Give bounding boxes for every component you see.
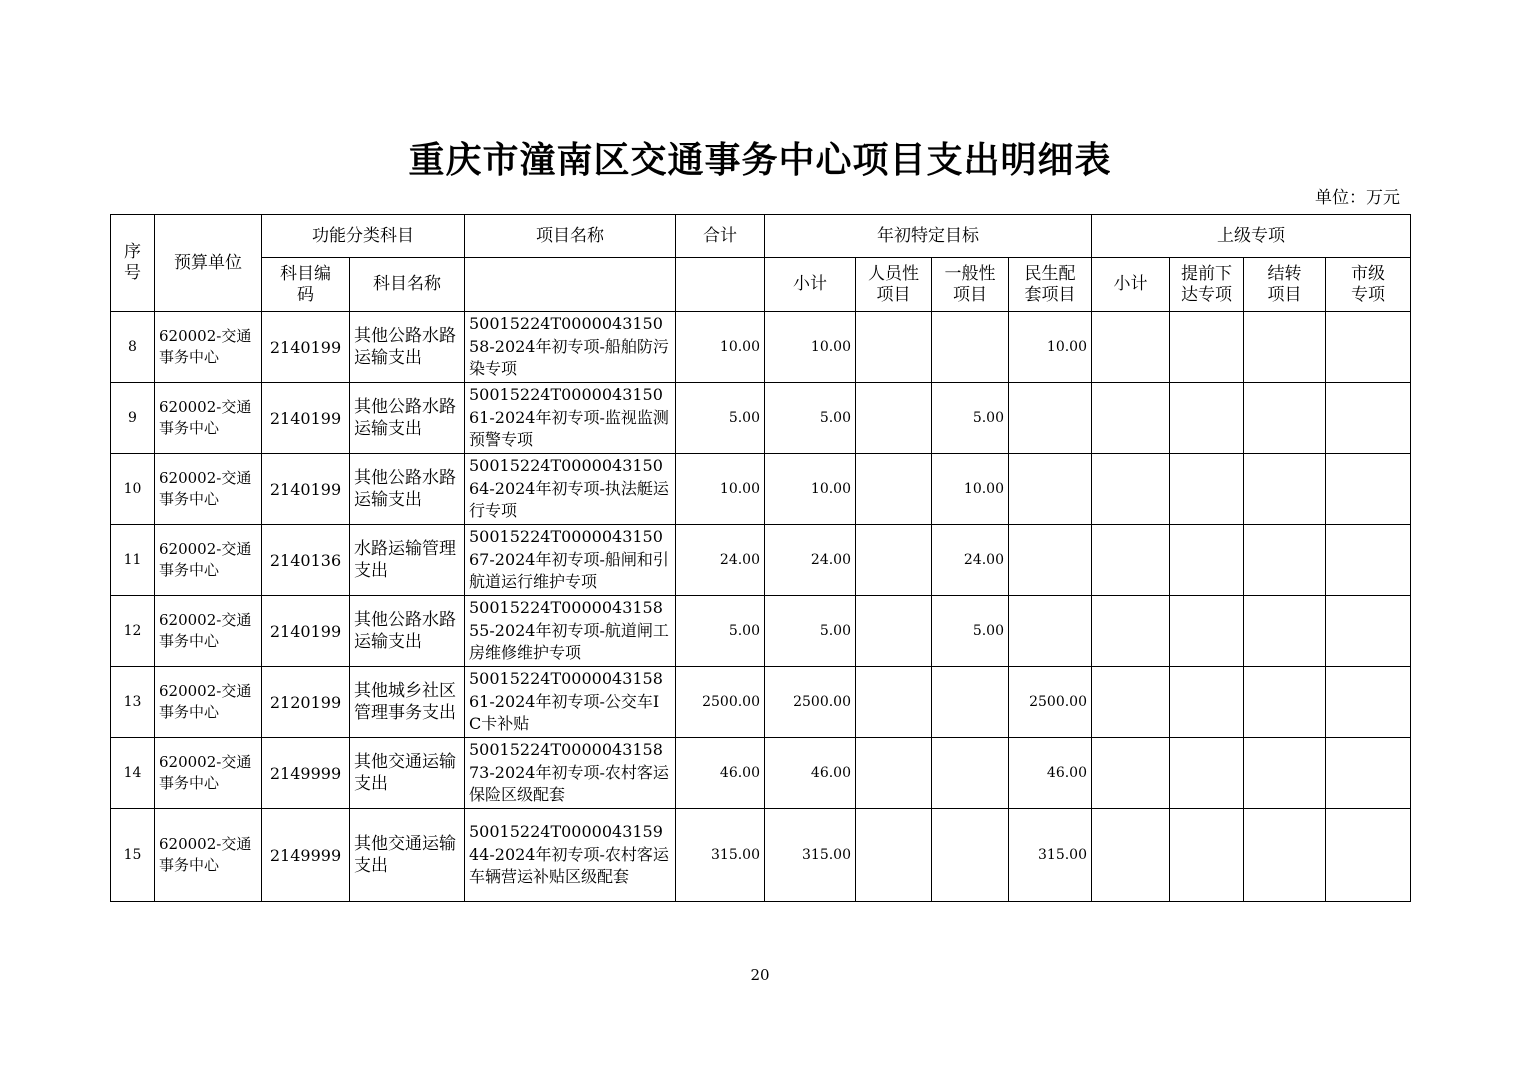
cell-project-name: 50015224T000004315058-2024年初专项-船舶防污染专项 <box>465 312 676 383</box>
cell-target-subtotal: 5.00 <box>765 596 856 667</box>
cell-advance <box>1170 454 1244 525</box>
cell-target-subtotal: 10.00 <box>765 312 856 383</box>
header-target-group: 年初特定目标 <box>765 215 1092 258</box>
header-total: 合计 <box>676 215 765 258</box>
cell-subject-name: 其他交通运输支出 <box>350 738 465 809</box>
cell-livelihood: 10.00 <box>1009 312 1092 383</box>
cell-general <box>932 312 1009 383</box>
table-row <box>111 667 1411 738</box>
cell-subject-name: 其他公路水路运输支出 <box>350 596 465 667</box>
cell-subject-code: 2149999 <box>262 738 350 809</box>
cell-budget-unit: 620002-交通事务中心 <box>155 738 262 809</box>
cell-general <box>932 667 1009 738</box>
header-general: 一般性项目 <box>932 258 1009 312</box>
cell-project-name: 50015224T000004315067-2024年初专项-船闸和引航道运行维护专项 <box>465 525 676 596</box>
cell-city <box>1326 596 1411 667</box>
cell-target-subtotal: 2500.00 <box>765 667 856 738</box>
cell-advance <box>1170 809 1244 902</box>
cell-upper-subtotal <box>1092 738 1170 809</box>
table-row <box>111 809 1411 902</box>
cell-target-subtotal: 46.00 <box>765 738 856 809</box>
cell-total: 2500.00 <box>676 667 765 738</box>
header-project-name-sub <box>465 258 676 312</box>
cell-target-subtotal: 10.00 <box>765 454 856 525</box>
header-city: 市级专项 <box>1326 258 1411 312</box>
header-seq: 序号 <box>111 215 155 312</box>
cell-upper-subtotal <box>1092 525 1170 596</box>
cell-upper-subtotal <box>1092 312 1170 383</box>
cell-total: 5.00 <box>676 596 765 667</box>
cell-city <box>1326 809 1411 902</box>
cell-advance <box>1170 667 1244 738</box>
cell-total: 10.00 <box>676 454 765 525</box>
cell-upper-subtotal <box>1092 809 1170 902</box>
cell-personnel <box>856 667 932 738</box>
cell-budget-unit: 620002-交通事务中心 <box>155 454 262 525</box>
cell-livelihood: 315.00 <box>1009 809 1092 902</box>
cell-carryover <box>1244 312 1326 383</box>
cell-carryover <box>1244 809 1326 902</box>
cell-personnel <box>856 738 932 809</box>
cell-carryover <box>1244 454 1326 525</box>
cell-livelihood <box>1009 383 1092 454</box>
cell-city <box>1326 738 1411 809</box>
cell-livelihood <box>1009 525 1092 596</box>
header-personnel: 人员性项目 <box>856 258 932 312</box>
header-row-2 <box>111 258 1411 312</box>
header-upper-subtotal: 小计 <box>1092 258 1170 312</box>
cell-personnel <box>856 596 932 667</box>
cell-upper-subtotal <box>1092 383 1170 454</box>
header-row-1 <box>111 215 1411 258</box>
cell-advance <box>1170 738 1244 809</box>
cell-city <box>1326 312 1411 383</box>
header-carryover: 结转项目 <box>1244 258 1326 312</box>
cell-project-name: 50015224T000004315861-2024年初专项-公交车IC卡补贴 <box>465 667 676 738</box>
header-livelihood: 民生配套项目 <box>1009 258 1092 312</box>
cell-general: 10.00 <box>932 454 1009 525</box>
cell-total: 315.00 <box>676 809 765 902</box>
page-number: 20 <box>750 966 770 984</box>
table-row <box>111 738 1411 809</box>
cell-city <box>1326 525 1411 596</box>
cell-carryover <box>1244 667 1326 738</box>
cell-subject-code: 2120199 <box>262 667 350 738</box>
cell-city <box>1326 454 1411 525</box>
cell-budget-unit: 620002-交通事务中心 <box>155 596 262 667</box>
cell-budget-unit: 620002-交通事务中心 <box>155 525 262 596</box>
cell-budget-unit: 620002-交通事务中心 <box>155 809 262 902</box>
cell-livelihood: 46.00 <box>1009 738 1092 809</box>
header-project-name: 项目名称 <box>465 215 676 258</box>
header-advance: 提前下达专项 <box>1170 258 1244 312</box>
cell-total: 5.00 <box>676 383 765 454</box>
table-row <box>111 454 1411 525</box>
cell-subject-code: 2140199 <box>262 454 350 525</box>
cell-personnel <box>856 312 932 383</box>
cell-subject-name: 其他城乡社区管理事务支出 <box>350 667 465 738</box>
cell-livelihood: 2500.00 <box>1009 667 1092 738</box>
cell-personnel <box>856 383 932 454</box>
cell-subject-name: 其他交通运输支出 <box>350 809 465 902</box>
page-title: 重庆市潼南区交通事务中心项目支出明细表 <box>408 139 1112 181</box>
cell-seq: 14 <box>111 738 155 809</box>
cell-project-name: 50015224T000004315944-2024年初专项-农村客运车辆营运补贴区级配套 <box>465 809 676 902</box>
header-subject-code: 科目编码 <box>262 258 350 312</box>
cell-total: 24.00 <box>676 525 765 596</box>
cell-seq: 10 <box>111 454 155 525</box>
cell-city <box>1326 383 1411 454</box>
cell-budget-unit: 620002-交通事务中心 <box>155 312 262 383</box>
cell-subject-code: 2140199 <box>262 596 350 667</box>
cell-subject-name: 水路运输管理支出 <box>350 525 465 596</box>
cell-upper-subtotal <box>1092 667 1170 738</box>
cell-general: 24.00 <box>932 525 1009 596</box>
table-row <box>111 383 1411 454</box>
cell-carryover <box>1244 738 1326 809</box>
cell-budget-unit: 620002-交通事务中心 <box>155 667 262 738</box>
cell-general <box>932 738 1009 809</box>
cell-subject-name: 其他公路水路运输支出 <box>350 454 465 525</box>
header-upper-group: 上级专项 <box>1092 215 1411 258</box>
table-row <box>111 596 1411 667</box>
cell-personnel <box>856 454 932 525</box>
cell-upper-subtotal <box>1092 454 1170 525</box>
header-subject-name: 科目名称 <box>350 258 465 312</box>
expenditure-table <box>110 214 1411 902</box>
table-row <box>111 525 1411 596</box>
cell-carryover <box>1244 596 1326 667</box>
cell-carryover <box>1244 525 1326 596</box>
cell-subject-name: 其他公路水路运输支出 <box>350 383 465 454</box>
cell-seq: 13 <box>111 667 155 738</box>
cell-general: 5.00 <box>932 596 1009 667</box>
cell-livelihood <box>1009 596 1092 667</box>
cell-subject-code: 2140136 <box>262 525 350 596</box>
cell-budget-unit: 620002-交通事务中心 <box>155 383 262 454</box>
header-total-sub <box>676 258 765 312</box>
cell-project-name: 50015224T000004315873-2024年初专项-农村客运保险区级配套 <box>465 738 676 809</box>
cell-seq: 9 <box>111 383 155 454</box>
cell-subject-code: 2140199 <box>262 312 350 383</box>
cell-target-subtotal: 315.00 <box>765 809 856 902</box>
cell-target-subtotal: 5.00 <box>765 383 856 454</box>
cell-personnel <box>856 525 932 596</box>
cell-carryover <box>1244 383 1326 454</box>
cell-project-name: 50015224T000004315855-2024年初专项-航道闸工房维修维护专项 <box>465 596 676 667</box>
cell-personnel <box>856 809 932 902</box>
cell-seq: 11 <box>111 525 155 596</box>
cell-subject-name: 其他公路水路运输支出 <box>350 312 465 383</box>
cell-upper-subtotal <box>1092 596 1170 667</box>
cell-seq: 15 <box>111 809 155 902</box>
cell-subject-code: 2149999 <box>262 809 350 902</box>
cell-target-subtotal: 24.00 <box>765 525 856 596</box>
cell-livelihood <box>1009 454 1092 525</box>
header-target-subtotal: 小计 <box>765 258 856 312</box>
table-row <box>111 312 1411 383</box>
cell-advance <box>1170 596 1244 667</box>
cell-total: 46.00 <box>676 738 765 809</box>
cell-advance <box>1170 312 1244 383</box>
cell-project-name: 50015224T000004315064-2024年初专项-执法艇运行专项 <box>465 454 676 525</box>
cell-advance <box>1170 383 1244 454</box>
header-func-group: 功能分类科目 <box>262 215 465 258</box>
cell-advance <box>1170 525 1244 596</box>
cell-subject-code: 2140199 <box>262 383 350 454</box>
cell-city <box>1326 667 1411 738</box>
unit-label: 单位：万元 <box>1315 188 1400 208</box>
cell-total: 10.00 <box>676 312 765 383</box>
cell-project-name: 50015224T000004315061-2024年初专项-监视监测预警专项 <box>465 383 676 454</box>
cell-general <box>932 809 1009 902</box>
cell-seq: 12 <box>111 596 155 667</box>
header-budget-unit: 预算单位 <box>155 215 262 312</box>
cell-general: 5.00 <box>932 383 1009 454</box>
cell-seq: 8 <box>111 312 155 383</box>
